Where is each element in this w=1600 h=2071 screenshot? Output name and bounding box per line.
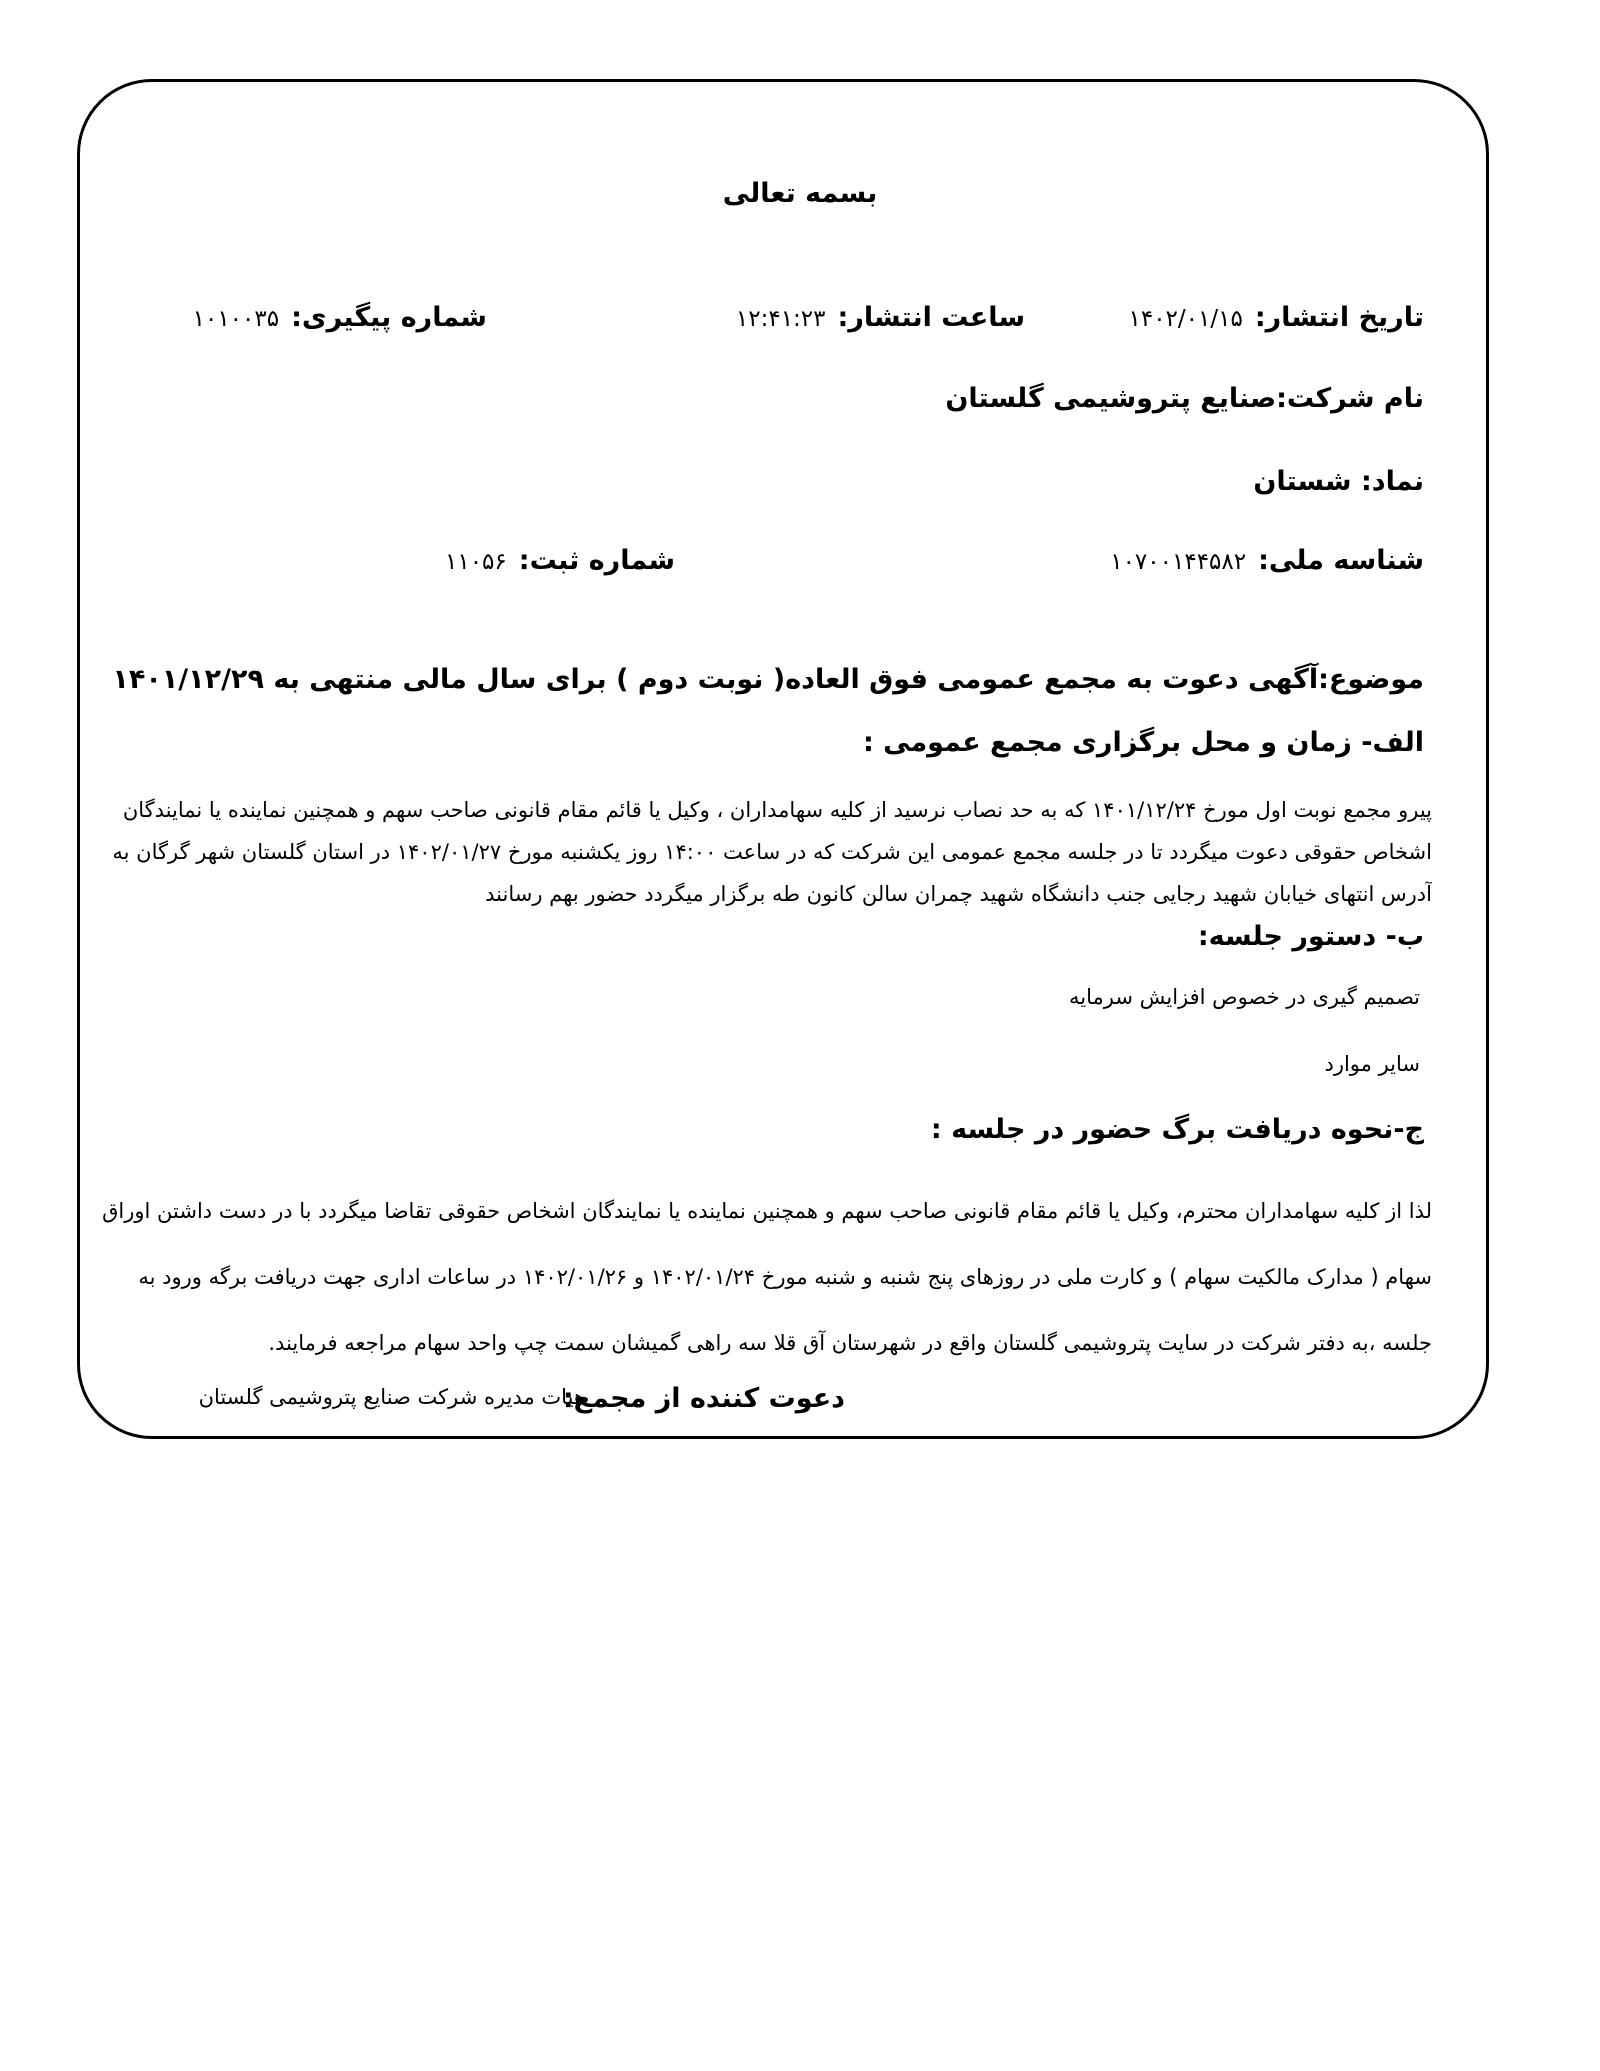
registration-number <box>445 545 675 576</box>
inviter-label: دعوت کننده از مجمع: <box>562 1383 845 1414</box>
section-a-line: اشخاص حقوقی دعوت میگردد تا در جلسه مجمع عمومی این شرکت که در ساعت ۱۴:۰۰ روز یکشنبه مورخ ۱۴۰۲/۰۱/۲۷ در استان گلستان شهر گرگان به <box>112 840 1432 864</box>
section-c-line: جلسه ،به دفتر شرکت در سایت پتروشیمی گلستان واقع در شهرستان آق قلا سه راهی گمیشان سمت چپ واحد سهام مراجعه فرمایند. <box>268 1331 1432 1355</box>
tracking-number-value: ۱۰۱۰۰۳۵ <box>192 306 280 332</box>
section-a-line: پیرو مجمع نوبت اول مورخ ۱۴۰۱/۱۲/۲۴ که به حد نصاب نرسید از کلیه سهامداران ، وکیل یا قائم مقام قانونی صاحب سهم و همچنین نماینده یا نمایندگان <box>122 798 1432 822</box>
national-id-value: ۱۰۷۰۰۱۴۴۵۸۲ <box>1110 549 1247 575</box>
company-name: نام شرکت:صنایع پتروشیمی گلستان <box>945 383 1424 414</box>
registration-number-label: شماره ثبت: <box>518 545 675 576</box>
national-id <box>1110 545 1424 576</box>
tracking-number <box>193 302 487 333</box>
section-a-body <box>100 789 1432 915</box>
publish-date-label: تاریخ انتشار: <box>1254 302 1424 333</box>
tracking-number-label: شماره پیگیری: <box>291 302 487 333</box>
section-a-title: الف- زمان و محل برگزاری مجمع عمومی : <box>862 727 1424 758</box>
publish-time <box>736 302 1025 333</box>
inviter-value: هیات مدیره شرکت صنایع پتروشیمی گلستان <box>198 1385 585 1409</box>
publish-time-value: ۱۲:۴۱:۲۳ <box>735 306 826 332</box>
publish-date-value: ۱۴۰۲/۰۱/۱۵ <box>1128 306 1243 332</box>
agenda-item: تصمیم گیری در خصوص افزایش سرمایه <box>1068 985 1420 1009</box>
agenda-item: سایر موارد <box>1324 1052 1420 1076</box>
company-symbol: نماد: شستان <box>1253 466 1424 497</box>
section-a-line: آدرس انتهای خیابان شهید رجایی جنب دانشگاه شهید چمران سالن کانون طه برگزار میگردد حضور بهم رسانند <box>485 882 1432 906</box>
publish-date <box>1128 302 1424 333</box>
section-c-body <box>100 1178 1432 1376</box>
section-c-line: سهام ( مدارک مالکیت سهام ) و کارت ملی در روزهای پنج شنبه و شنبه مورخ ۱۴۰۲/۰۱/۲۴ و ۱۴۰۲/۰۱/۲۶ در ساعات اداری جهت دریافت برگه ورود به <box>138 1265 1432 1289</box>
section-c-title: ج-نحوه دریافت برگ حضور در جلسه : <box>930 1114 1424 1145</box>
national-id-label: شناسه ملی: <box>1258 545 1424 576</box>
section-c-line: لذا از کلیه سهامداران محترم، وکیل یا قائم مقام قانونی صاحب سهم و همچنین نماینده یا نمایندگان اشخاص حقوقی تقاضا میگردد با در دست داشتن اوراق <box>102 1199 1432 1223</box>
registration-number-value: ۱۱۰۵۶ <box>445 549 507 575</box>
document-heading: بسمه تعالی <box>722 178 878 209</box>
publish-time-label: ساعت انتشار: <box>837 302 1025 333</box>
subject-line: موضوع:آگهی دعوت به مجمع عمومی فوق العاده( نوبت دوم ) برای سال مالی منتهی به ۱۴۰۱/۱۲/۲۹ <box>112 664 1424 695</box>
section-b-title: ب- دستور جلسه: <box>1197 921 1424 952</box>
